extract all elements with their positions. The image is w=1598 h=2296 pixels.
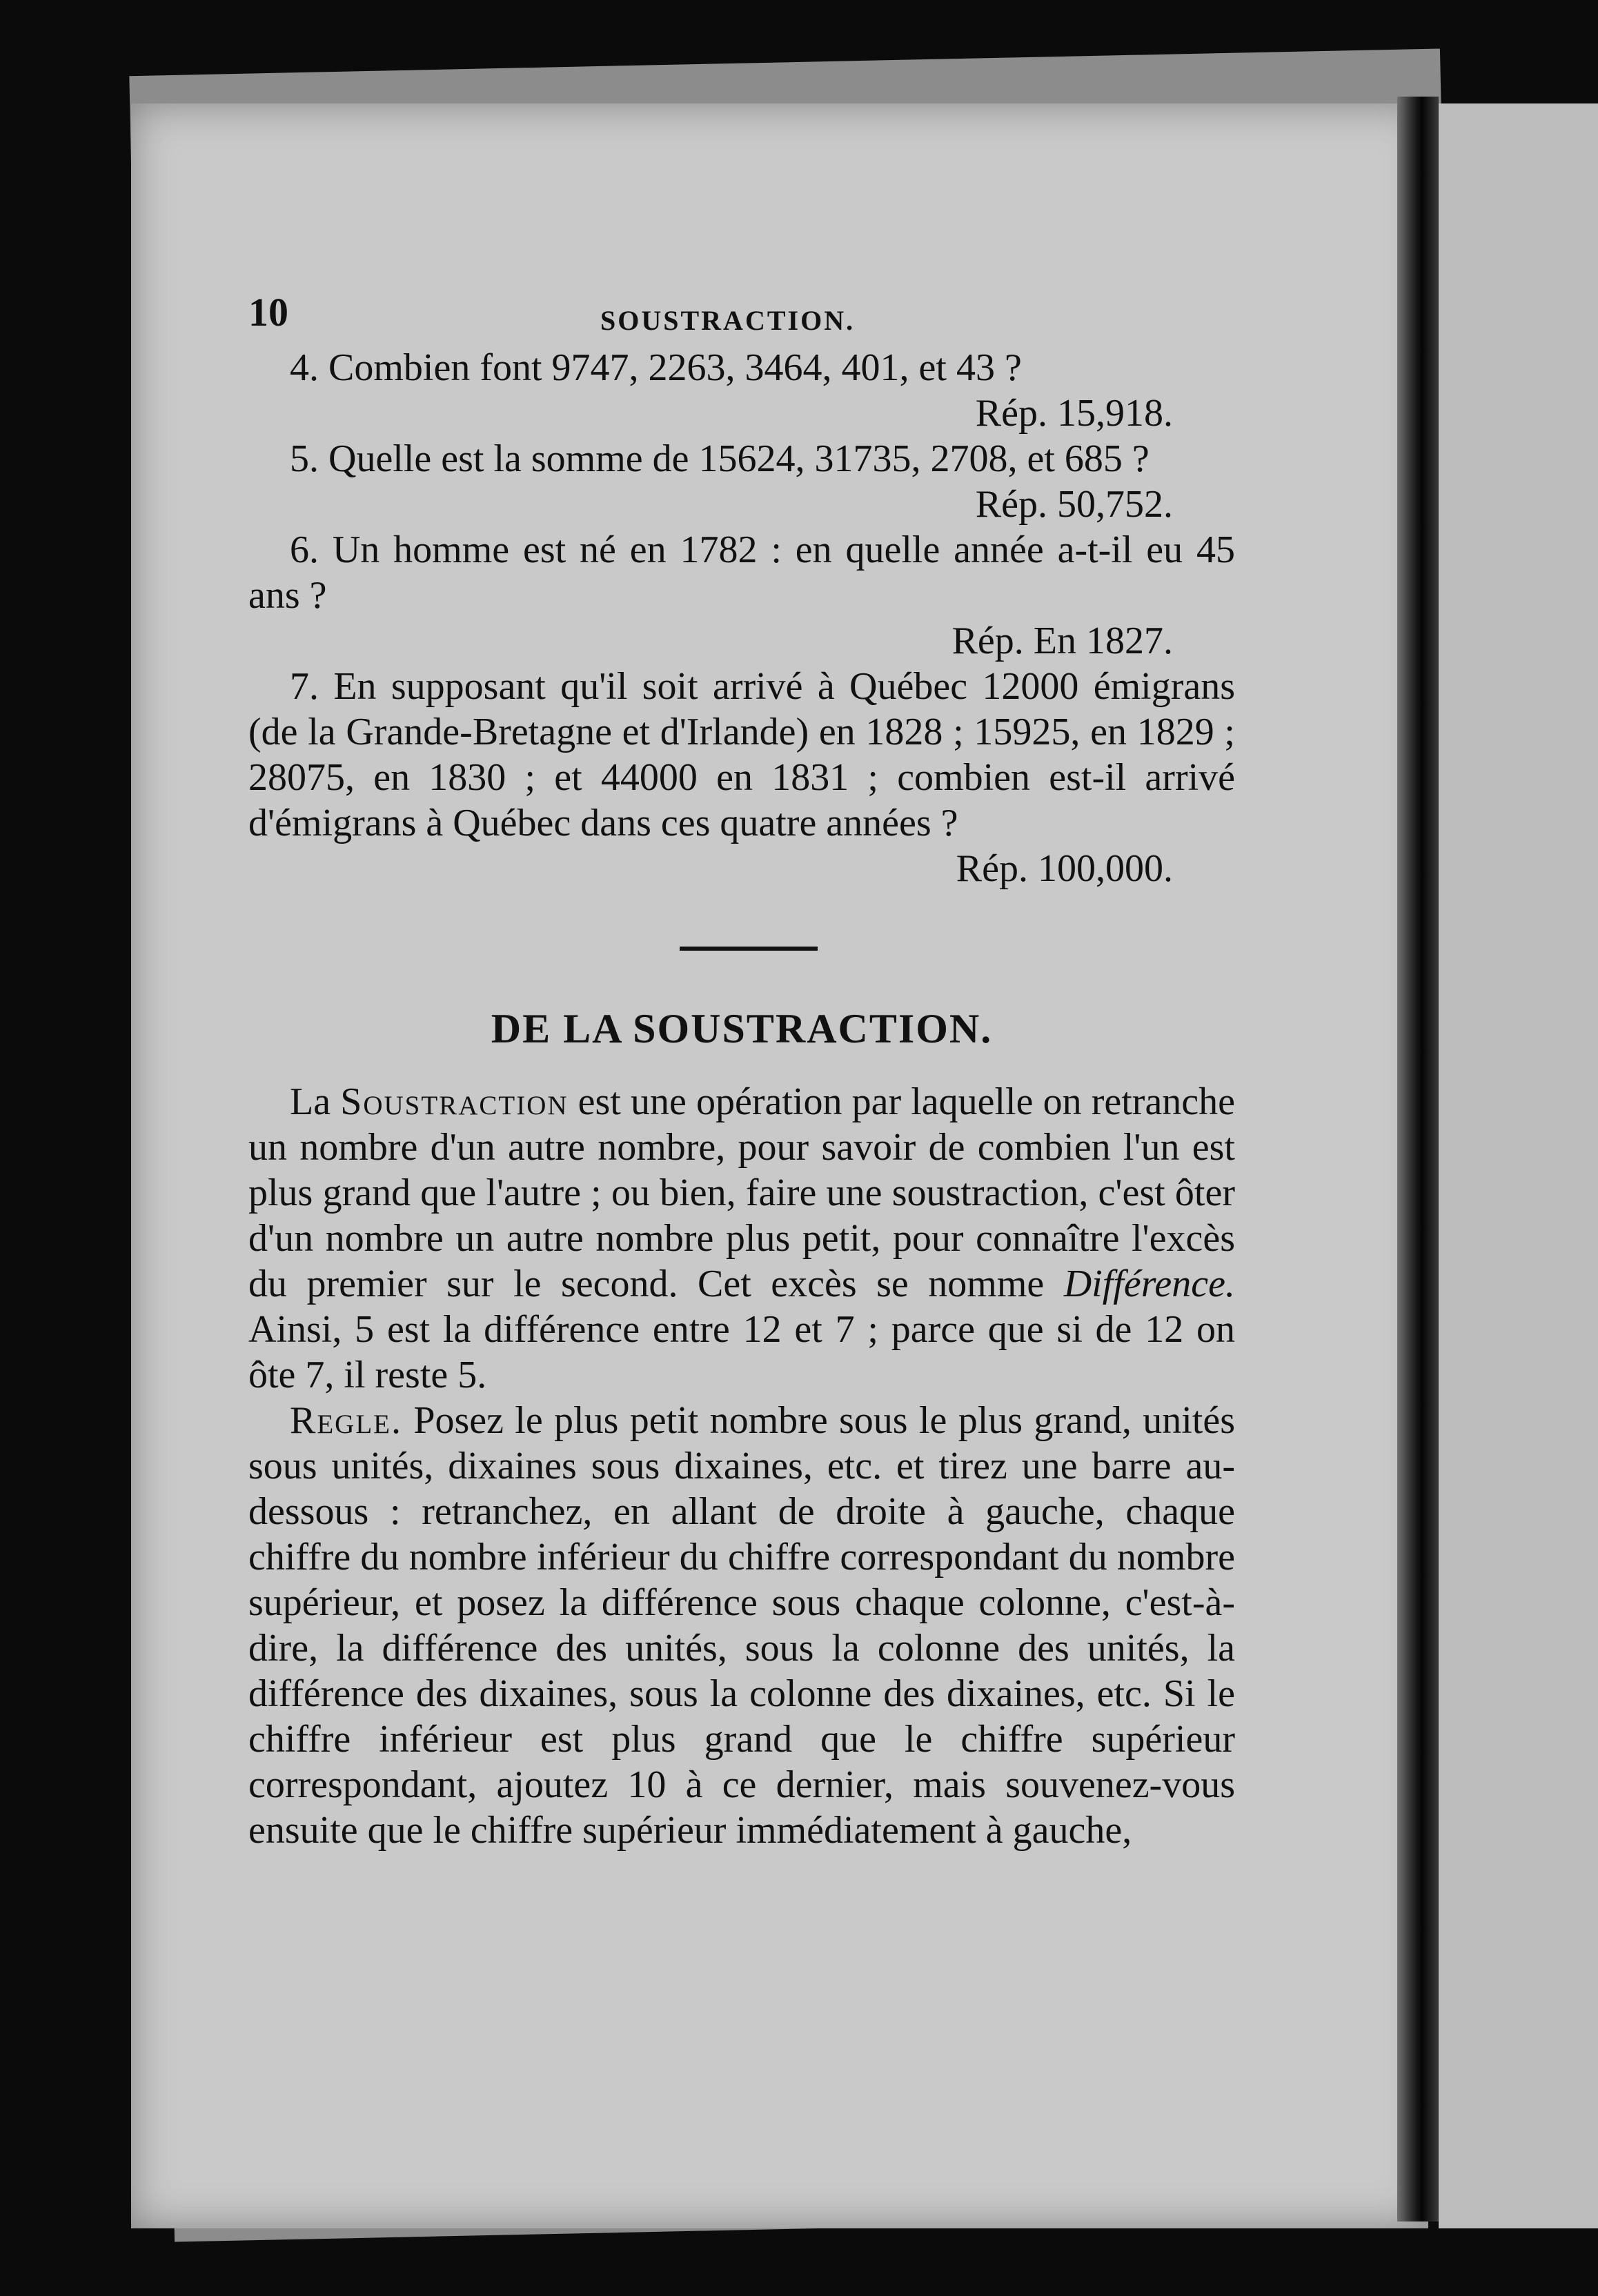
exercise-6: 6. Un homme est né en 1782 : en quelle année a-t-il eu 45 ans ? bbox=[248, 528, 1235, 617]
rule-label: Regle. bbox=[290, 1399, 402, 1442]
exercise-4-answer: Rép. 15,918. bbox=[975, 392, 1173, 435]
rule-text: Posez le plus petit nombre sous le plus grand, unités sous unités, dixaines sous dixaines, etc. et tirez une barre au-dessous : retranchez, en allant de droite à gauche, chaque chiffre du nombre inférieur du chiffre correspondant du nombre supérieur, et posez la différence sous chaque colonne, c'est-à-dire, la différence des unités, sous la colonne des unités, la différence des dixaines, sous la colonne des dixaines, etc. Si le chiffre inférieur est plus grand que le chiffre supérieur correspondant, ajoutez 10 à ce dernier, mais souvenez-vous ensuite que le chiffre supérieur immédiatement à gauche, bbox=[248, 1399, 1235, 1852]
term-difference: Différence. bbox=[1063, 1263, 1235, 1305]
term-soustraction: Soustraction bbox=[340, 1080, 569, 1123]
running-head: SOUSTRACTION. bbox=[600, 305, 856, 336]
exercise-7: 7. En supposant qu'il soit arrivé à Québec 12000 émigrans (de la Grande-Bretagne et d'Irlande) en 1828 ; 15925, en 1829 ; 28075, en 1830 ; et 44000 en 1831 ; combien est-il arrivé d'émigrans à Québec dans ces quatre années ? bbox=[248, 665, 1235, 844]
page-header bbox=[248, 276, 1235, 345]
definition-example: Ainsi, 5 est la différence entre 12 et 7 ; parce que si de 12 on ôte 7, il reste 5. bbox=[248, 1308, 1235, 1396]
definition-body: est une opération par laquelle on retranche un nombre d'un autre nombre, pour savoir de combien l'un est plus grand que l'autre ; ou bien, faire une soustraction, c'est ôter d'un nombre un autre nombre plus petit, pour connaître l'excès du premier sur le second. Cet excès se nomme bbox=[248, 1080, 1236, 1305]
section-divider bbox=[680, 947, 818, 951]
exercise-5: 5. Quelle est la somme de 15624, 31735, 2708, et 685 ? bbox=[290, 437, 1150, 480]
section-title: DE LA SOUSTRACTION. bbox=[491, 1006, 993, 1051]
book-gutter bbox=[1397, 97, 1439, 2221]
page-number: 10 bbox=[248, 290, 288, 335]
definition-intro: La bbox=[290, 1080, 331, 1123]
exercise-7-answer: Rép. 100,000. bbox=[956, 847, 1173, 890]
rule-paragraph bbox=[248, 1398, 1235, 1853]
exercise-5-answer: Rép. 50,752. bbox=[975, 483, 1173, 526]
exercise-6-answer: Rép. En 1827. bbox=[951, 620, 1173, 662]
page-text bbox=[248, 276, 1235, 1853]
facing-page bbox=[1439, 103, 1598, 2228]
definition-paragraph bbox=[248, 1079, 1235, 1398]
exercise-4: 4. Combien font 9747, 2263, 3464, 401, et 43 ? bbox=[290, 346, 1022, 389]
